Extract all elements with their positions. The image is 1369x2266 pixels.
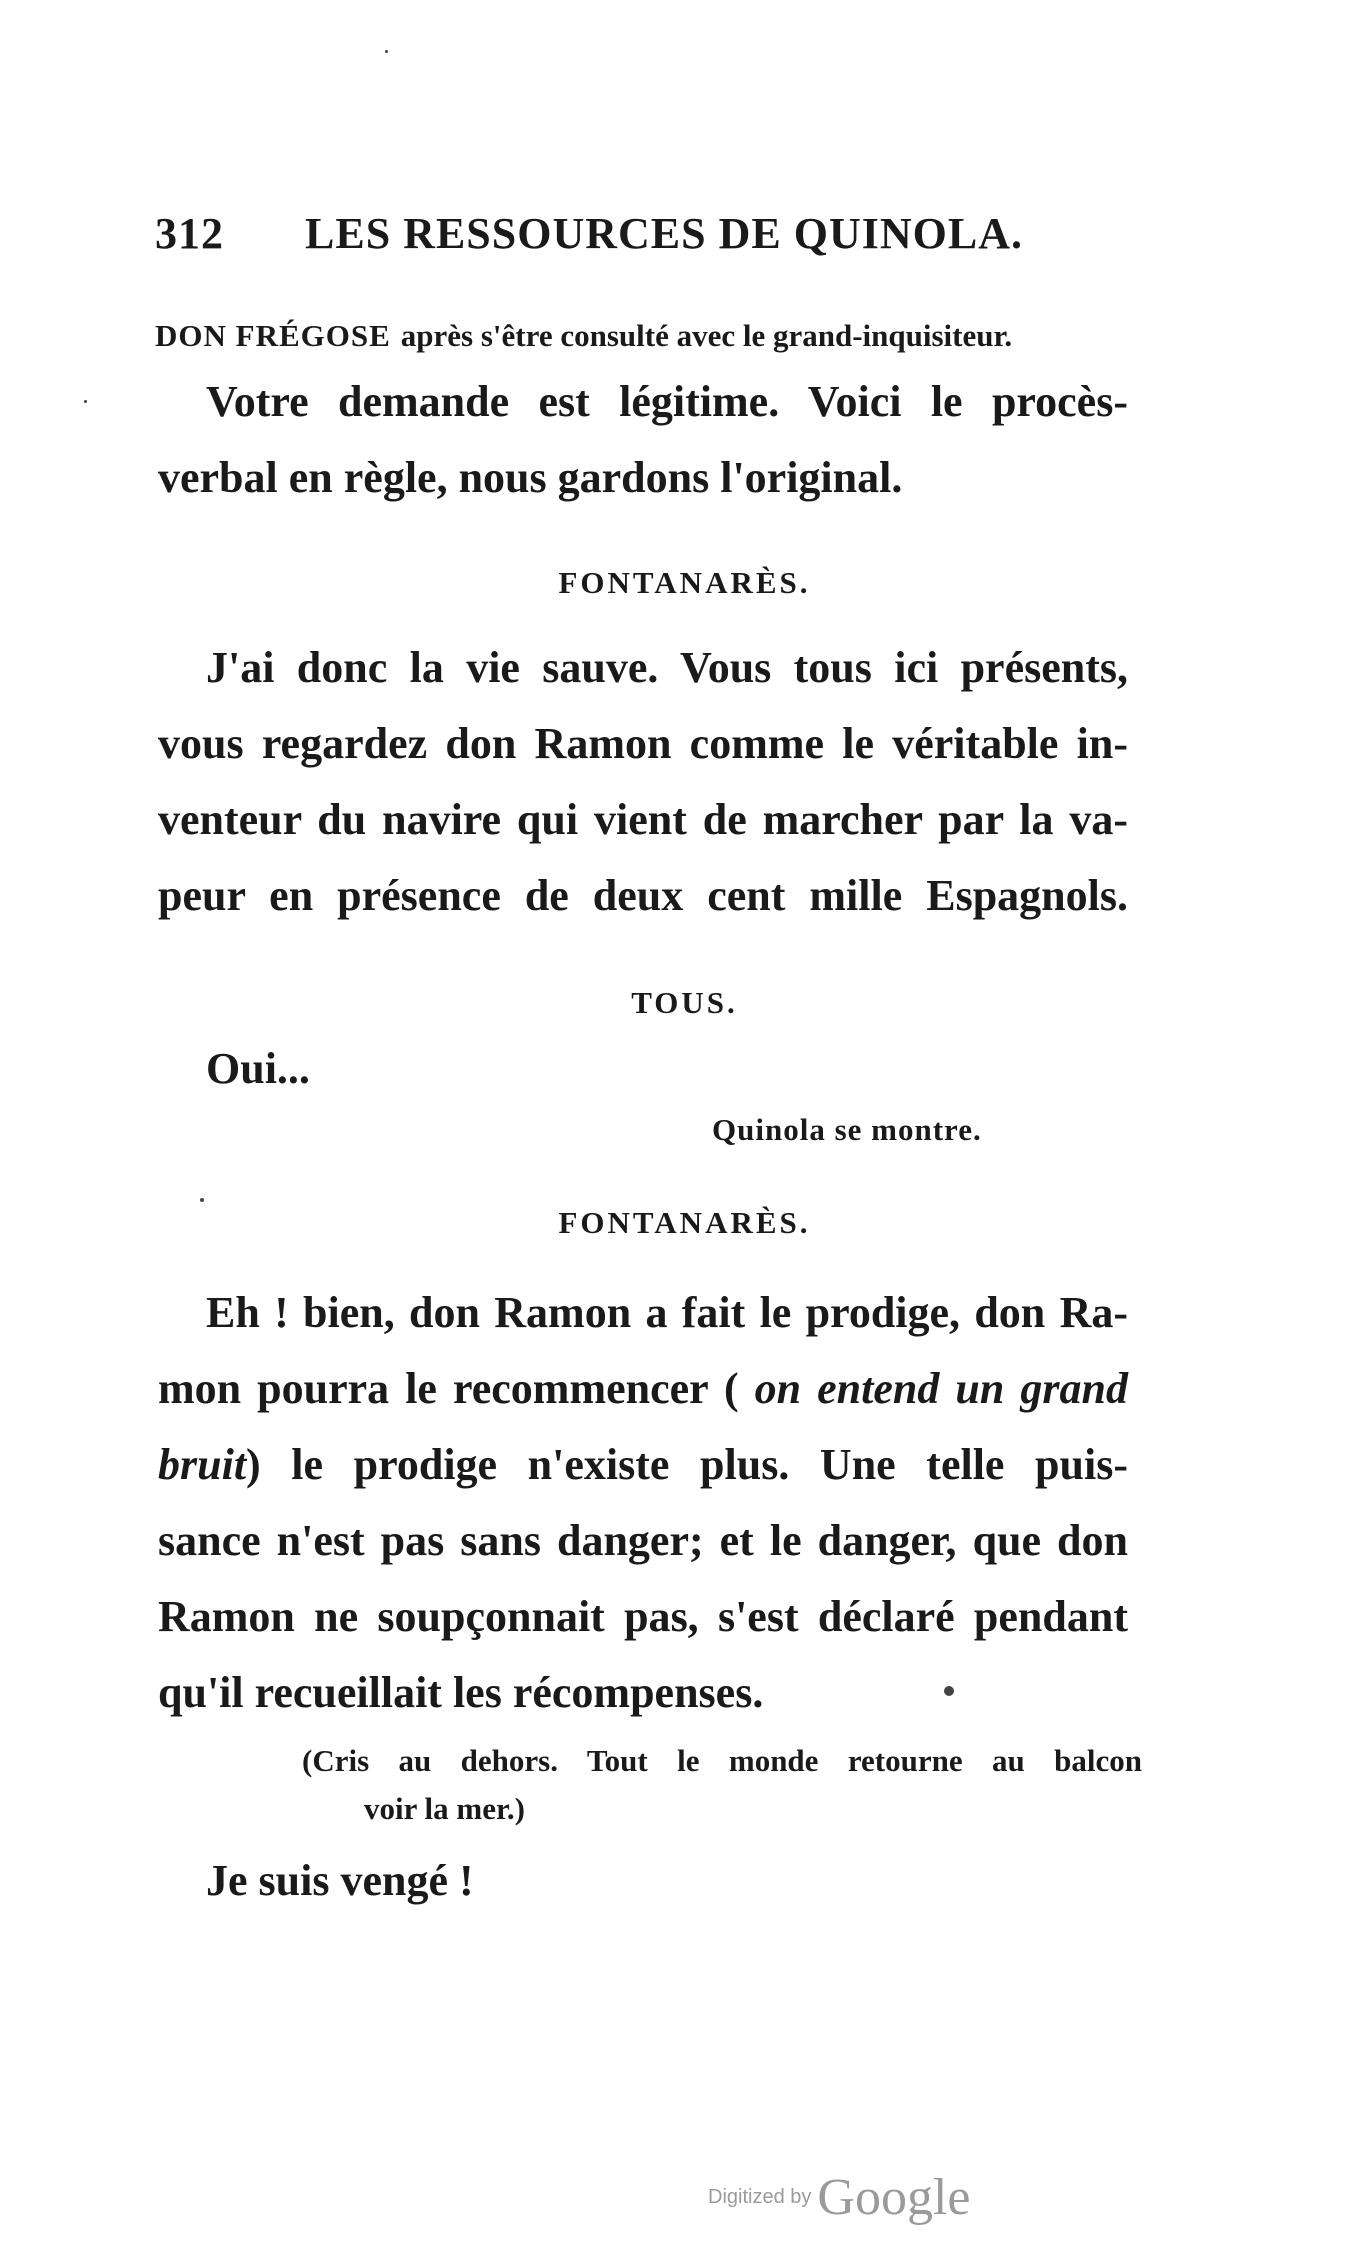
ink-speck — [385, 50, 388, 53]
google-logo: Google — [817, 2169, 971, 2226]
stage-direction-line: voir la mer.) — [364, 1791, 525, 1826]
stage-direction-fregose — [155, 318, 1012, 354]
speaker-name-tous: TOUS. — [631, 985, 738, 1020]
speech-fregose — [158, 364, 1128, 516]
stage-direction-text: après s'être consulté avec le grand-inquisiteur. — [400, 318, 1013, 353]
digitized-by-text: Digitized by — [708, 2186, 812, 2208]
speech-line: Votre demande est légitime. Voici le procès- — [206, 377, 1128, 426]
speech-line — [158, 1351, 1128, 1427]
stage-direction-line: (Cris au dehors. Tout le monde retourne au balcon — [302, 1743, 1142, 1778]
speech-line: venteur du navire qui vient de marcher par la va- — [158, 795, 1128, 844]
speech-line: sance n'est pas sans danger; et le danger, que don — [158, 1516, 1128, 1565]
ink-speck — [84, 400, 87, 403]
speech-line: vous regardez don Ramon comme le véritable in- — [158, 719, 1128, 768]
stage-direction-quinola: Quinola se montre. — [712, 1112, 982, 1147]
speech-line: qu'il recueillait les récompenses. — [158, 1668, 764, 1717]
running-title: LES RESSOURCES DE QUINOLA. — [305, 209, 1023, 258]
page-number: 312 — [155, 209, 224, 258]
speech-fontanares — [158, 630, 1128, 934]
speech-line — [158, 1427, 1128, 1503]
speech-text: mon pourra le recommencer ( — [158, 1364, 739, 1413]
page-header — [155, 208, 1055, 268]
speech-fontanares-2 — [158, 1275, 1128, 1731]
ink-speck — [200, 1198, 204, 1202]
inline-stage-direction: on entend un grand — [754, 1364, 1128, 1413]
speech-text: ) le prodige n'existe plus. Une telle puis- — [246, 1440, 1128, 1489]
stage-direction-cries — [302, 1737, 1142, 1833]
digitized-watermark — [708, 2168, 970, 2227]
speech-line: peur en présence de deux cent mille Espagnols. — [158, 871, 1128, 920]
speech-line: Eh ! bien, don Ramon a fait le prodige, don Ra- — [206, 1288, 1128, 1337]
ink-speck — [944, 1686, 954, 1696]
speech-final: Je suis vengé ! — [206, 1856, 474, 1905]
speech-line: J'ai donc la vie sauve. Vous tous ici présents, — [206, 643, 1128, 692]
inline-stage-direction: bruit — [158, 1440, 247, 1489]
speech-line: verbal en règle, nous gardons l'original. — [158, 453, 903, 502]
speech-line: Ramon ne soupçonnait pas, s'est déclaré pendant — [158, 1592, 1128, 1641]
speech-tous: Oui... — [206, 1044, 310, 1093]
speaker-name-fontanares-2: FONTANARÈS. — [558, 1205, 811, 1240]
speaker-name-fregose: DON FRÉGOSE — [155, 318, 391, 353]
speaker-name-fontanares: FONTANARÈS. — [558, 565, 811, 600]
